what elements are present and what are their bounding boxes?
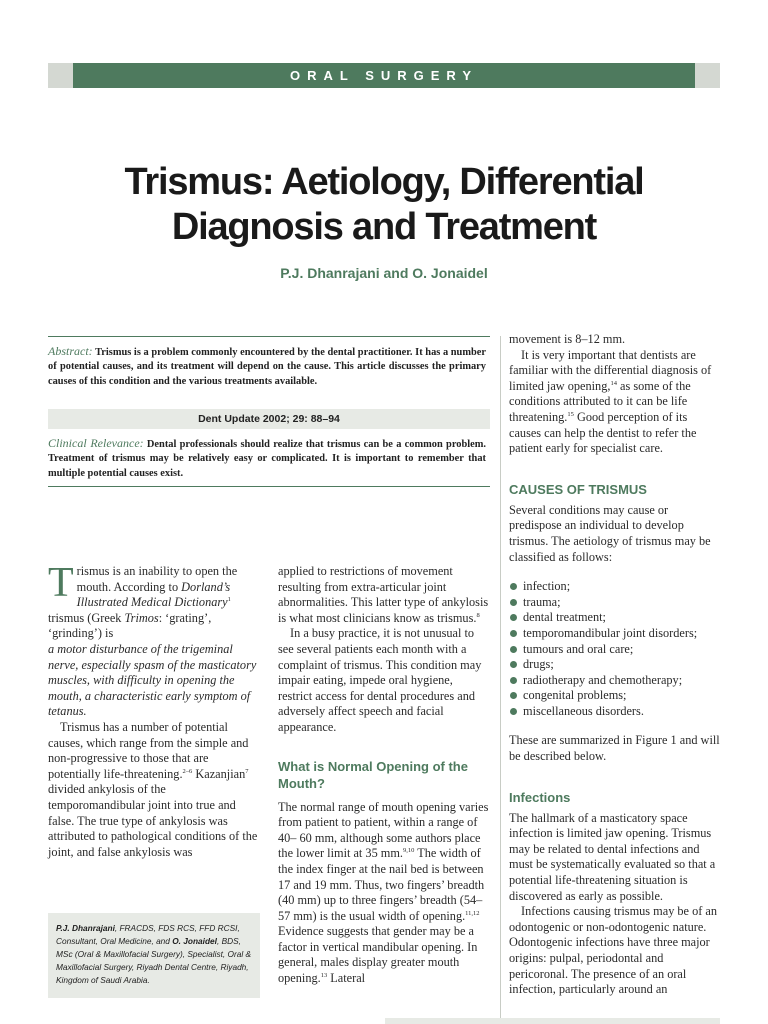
column-2	[278, 564, 490, 987]
footer-strip	[385, 1018, 720, 1024]
section-heading: Infections	[509, 789, 571, 805]
list-item: drugs;	[509, 657, 721, 673]
definition-quote: a motor disturbance of the trigeminal nerve, especially spasm of the masticatory muscles, with difficulty in opening the mouth, a characteristic early symptom of tetanus.	[48, 641, 257, 719]
paragraph: movement is 8–12 mm.	[509, 332, 626, 346]
section-label: ORAL SURGERY	[73, 63, 695, 88]
citation-bar: Dent Update 2002; 29: 88–94	[48, 409, 490, 429]
intro-paragraph: Trismus is an inability to open the mouth. According to Dorland’s Illustrated Medical Dictionary$^1$ trismus (Greek Trimos: ‘grating’, ‘grinding’) is	[48, 560, 238, 641]
list-item: temporomandibular joint disorders;	[509, 626, 721, 642]
list-item: trauma;	[509, 595, 721, 611]
title-line-1: Trismus: Aetiology, Differential	[124, 161, 644, 203]
causes-list	[509, 579, 721, 719]
list-item: miscellaneous disorders.	[509, 704, 721, 720]
paragraph: Several conditions may cause or predispose an individual to develop trismus. The aetiology of trismus may be classified as follows:	[509, 502, 711, 564]
section-heading: What is Normal Opening of the Mouth?	[278, 758, 468, 791]
clinical-relevance	[48, 436, 486, 481]
abstract	[48, 344, 486, 389]
paragraph: It is very important that dentists are familiar with the differential diagnosis of limited jaw opening,$^{14}$ as some of the conditions attributed to it can be life threatening.$^{15}$ Good perception of its causes can help the dentist to refer the patient early for specialist care.	[509, 347, 712, 456]
column-1	[48, 560, 260, 860]
section-banner	[48, 63, 720, 88]
paragraph: These are summarized in Figure 1 and will be described below.	[509, 733, 720, 764]
list-item: tumours and oral care;	[509, 642, 721, 658]
column-3	[509, 332, 721, 998]
list-item: dental treatment;	[509, 610, 721, 626]
clinical-relevance-text: Dental professionals should realize that trismus can be a common problem. Treatment of trismus may be relatively easy or complicated. It is important to remember that multiple potential causes exist.	[48, 439, 486, 479]
list-item: congenital problems;	[509, 688, 721, 704]
section-heading: CAUSES OF TRISMUS	[509, 481, 647, 497]
paragraph: Trismus has a number of potential causes, which range from the simple and non-progressive to those that are potentially life-threatening.$^{2-6}$ Kazanjian$^7$ divided ankylosis of the temporomandibular joint into true and false. The true type of ankylosis was attributed to pathological conditions of the joint, and false ankylosis was	[48, 719, 258, 859]
paragraph: The normal range of mouth opening varies from patient to patient, within a range of 40– 60 mm, although some authors place the lower limit at 35 mm.$^{9,10}$ The width of the index finger at the nail bed is between 17 and 19 mm. Thus, two fingers’ breadth (40 mm) up to three fingers’ breadth (54–57 mm) is the usual width of opening.$^{11,12}$ Evidence suggests that gender may be a factor in vertical mandibular opening. In general, males display greater mouth opening.$^{13}$ Lateral	[278, 799, 489, 986]
paragraph: The hallmark of a masticatory space infection is limited jaw opening. Trismus may be related to dental infections and must be systematically evaluated so that a potential life-threatening situation is discovered as early as possible.	[509, 810, 716, 903]
abstract-text: Trismus is a problem commonly encountered by the dental practitioner. It has a number of potential causes, and its treatment will depend on the cause. This article discusses the primary causes of this condition and the various treatments available.	[48, 347, 486, 387]
article-title	[60, 160, 708, 250]
drop-cap: T	[48, 560, 74, 606]
title-line-2: Diagnosis and Treatment	[171, 206, 597, 248]
paragraph: Infections causing trismus may be of an odontogenic or non-odontogenic nature. Odontogenic infections have three major origins: pulpal, periodontal and pericoronal. The presence of an oral infection, particularly around an	[509, 904, 718, 997]
list-item: infection;	[509, 579, 721, 595]
abstract-box	[48, 336, 490, 487]
column-divider	[500, 336, 501, 1022]
list-item: radiotherapy and chemotherapy;	[509, 673, 721, 689]
article-authors: P.J. Dhanrajani and O. Jonaidel	[280, 265, 488, 281]
paragraph: In a busy practice, it is not unusual to see several patients each month with a complaint of trismus. This condition may impair eating, impede oral hygiene, restrict access for dental procedures and adversely affect speech and facial appearance.	[278, 626, 482, 734]
abstract-label: Abstract:	[48, 344, 93, 358]
paragraph: applied to restrictions of movement resulting from extra-articular joint abnormalities. This latter type of ankylosis is what most clinicians know as trismus.$^8$	[278, 564, 489, 625]
clinical-relevance-label: Clinical Relevance:	[48, 436, 144, 450]
author-affiliation-box: P.J. Dhanrajani, FRACDS, FDS RCS, FFD RCSI, Consultant, Oral Medicine, and O. Jonaidel, BDS, MSc (Oral & Maxillofacial Surgery), Specialist, Oral & Maxillofacial Surgery, Riyadh Dental Centre, Riyadh, Kingdom of Saudi Arabia.	[48, 913, 260, 998]
